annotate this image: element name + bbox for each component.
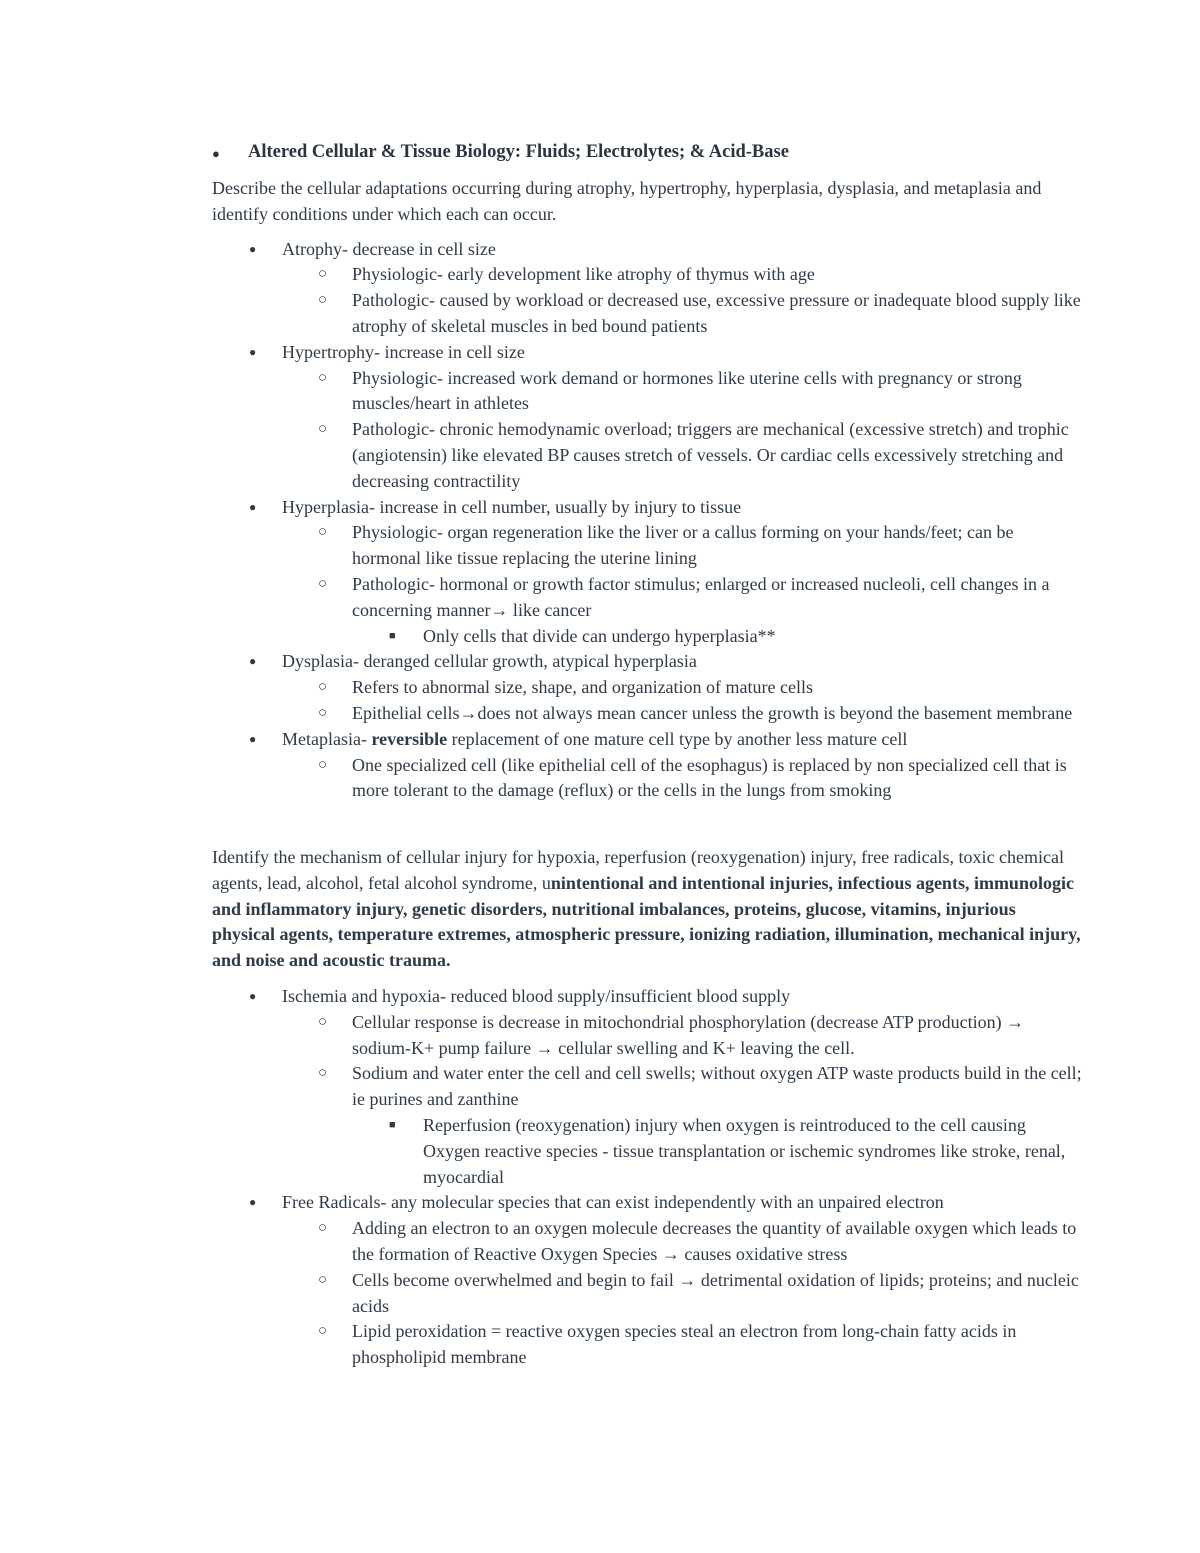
list-item [212,366,1082,418]
list-item [212,1061,1082,1113]
square-marker: ■ [389,1118,396,1131]
emphasis-text: nintentional and intentional injuries, infectious agents, immunologic and inflammatory injury, genetic disorders, nutritional imbalances, proteins, glucose, vitamins, injurious physical agents, temperature extremes, atmospheric pressure, ionizing radiation, illumination, mechanical injury, and noise and acoustic trauma. [212,872,1081,971]
list-item [212,624,1082,650]
bullet-marker: ● [212,146,220,161]
list-item [212,1216,1082,1268]
list-item-text: Lipid peroxidation = reactive oxygen species steal an electron from long-chain fatty acids in phospholipid membrane [352,1321,1017,1368]
circle-marker: ○ [318,704,328,721]
circle-marker: ○ [318,1065,328,1082]
list-item [212,288,1082,340]
list-item-text: Pathologic- hormonal or growth factor stimulus; enlarged or increased nucleoli, cell changes in a concerning manner→ like cancer [352,573,1050,620]
list-item [212,675,1082,701]
circle-marker: ○ [318,1013,328,1030]
paragraph-text: Identify the mechanism of cellular injury for hypoxia, reperfusion (reoxygenation) injury, free radicals, toxic chemical agents, lead, alcohol, fetal alcohol syndrome, u [212,847,1065,893]
list-item-text: Sodium and water enter the cell and cell swells; without oxygen ATP waste products build in the cell; ie purines and zanthine [352,1063,1082,1110]
list-item-text: Pathologic- caused by workload or decreased use, excessive pressure or inadequate blood supply like atrophy of skeletal muscles in bed bound patients [352,290,1081,336]
list-item-text: Atrophy- decrease in cell size [282,238,496,259]
section-2 [212,845,1082,1371]
list-item [212,417,1082,494]
list-item [212,1268,1082,1320]
circle-marker: ○ [318,575,328,592]
bullet-marker: ● [249,731,257,746]
list-item-text: Physiologic- organ regeneration like the liver or a callus forming on your hands/feet; can be hormonal like tissue replacing the uterine lining [352,522,1014,569]
injury-list [212,984,1082,1371]
list-item-text: Physiologic- increased work demand or hormones like uterine cells with pregnancy or strong muscles/heart in athletes [352,367,1022,414]
circle-marker: ○ [318,266,328,283]
list-item-text: replacement of one mature cell type by another less mature cell [447,728,908,749]
circle-marker: ○ [318,369,328,386]
circle-marker: ○ [318,1220,328,1237]
bullet-marker: ● [249,654,257,669]
bullet-marker: ● [249,988,257,1003]
circle-marker: ○ [318,679,328,696]
list-item [212,701,1082,727]
section-heading [212,140,789,166]
list-item-text: Physiologic- early development like atrophy of thymus with age [352,264,815,285]
list-item [212,340,1082,366]
list-item-text: Free Radicals- any molecular species that can exist independently with an unpaired electron [282,1192,944,1213]
list-item-text: Metaplasia- [282,728,372,749]
list-item-text: Pathologic- chronic hemodynamic overload; triggers are mechanical (excessive stretch) and trophic (angiotensin) like elevated BP causes stretch of vessels. Or cardiac cells excessively stretching and decreasing contractility [352,419,1069,491]
list-item-text: Only cells that divide can undergo hyperplasia** [423,625,776,646]
list-item-text: Refers to abnormal size, shape, and organization of mature cells [352,677,814,698]
intro-paragraph-1: Describe the cellular adaptations occurring during atrophy, hypertrophy, hyperplasia, dysplasia, and metaplasia and identify conditions under which each can occur. [212,178,1042,224]
circle-marker: ○ [318,1271,328,1288]
list-item [212,649,1082,675]
list-item-text: One specialized cell (like epithelial cell of the esophagus) is replaced by non specialized cell that is more tolerant to the damage (reflux) or the cells in the lungs from smoking [352,754,1067,801]
heading-text: Altered Cellular & Tissue Biology: Fluids; Electrolytes; & Acid-Base [248,142,789,162]
list-item-text: Hyperplasia- increase in cell number, usually by injury to tissue [282,496,742,517]
section-1 [212,176,1082,804]
list-item-text: Ischemia and hypoxia- reduced blood supply/insufficient blood supply [282,985,791,1006]
list-item-text: Hypertrophy- increase in cell size [282,341,525,362]
list-item [212,520,1082,572]
emphasis-text: reversible [371,728,448,749]
list-item [212,1010,1082,1062]
list-item [212,753,1082,805]
circle-marker: ○ [318,756,328,773]
circle-marker: ○ [318,1323,328,1340]
list-item-text: Epithelial cells→does not always mean cancer unless the growth is beyond the basement membrane [352,702,1073,723]
circle-marker: ○ [318,292,328,309]
adaptations-list [212,237,1082,805]
list-item [212,984,1082,1010]
bullet-marker: ● [249,499,257,514]
list-item [212,262,1082,288]
list-item [212,572,1082,624]
bullet-marker: ● [249,344,257,359]
list-item [212,237,1082,263]
square-marker: ■ [389,629,396,642]
circle-marker: ○ [318,421,328,438]
list-item [212,495,1082,521]
list-item-text: Cellular response is decrease in mitochondrial phosphorylation (decrease ATP production) → sodium-K+ pump failure → cellular swelling and K+ leaving the cell. [352,1011,1025,1058]
list-item [212,1113,1082,1190]
intro-paragraph-2 [212,845,1082,974]
circle-marker: ○ [318,524,328,541]
list-item-text: Adding an electron to an oxygen molecule decreases the quantity of available oxygen which leads to the formation of Reactive Oxygen Species → causes oxidative stress [352,1218,1077,1264]
list-item [212,1319,1082,1371]
list-item [212,1190,1082,1216]
list-item-text: Reperfusion (reoxygenation) injury when oxygen is reintroduced to the cell causing Oxygen reactive species - tissue transplantation or ischemic syndromes like stroke, renal, myocardial [423,1114,1066,1187]
list-item-text: Dysplasia- deranged cellular growth, atypical hyperplasia [282,651,697,672]
bullet-marker: ● [249,1195,257,1210]
bullet-marker: ● [249,241,257,256]
list-item-text: Cells become overwhelmed and begin to fail → detrimental oxidation of lipids; proteins; and nucleic acids [352,1269,1079,1316]
list-item [212,727,1082,753]
